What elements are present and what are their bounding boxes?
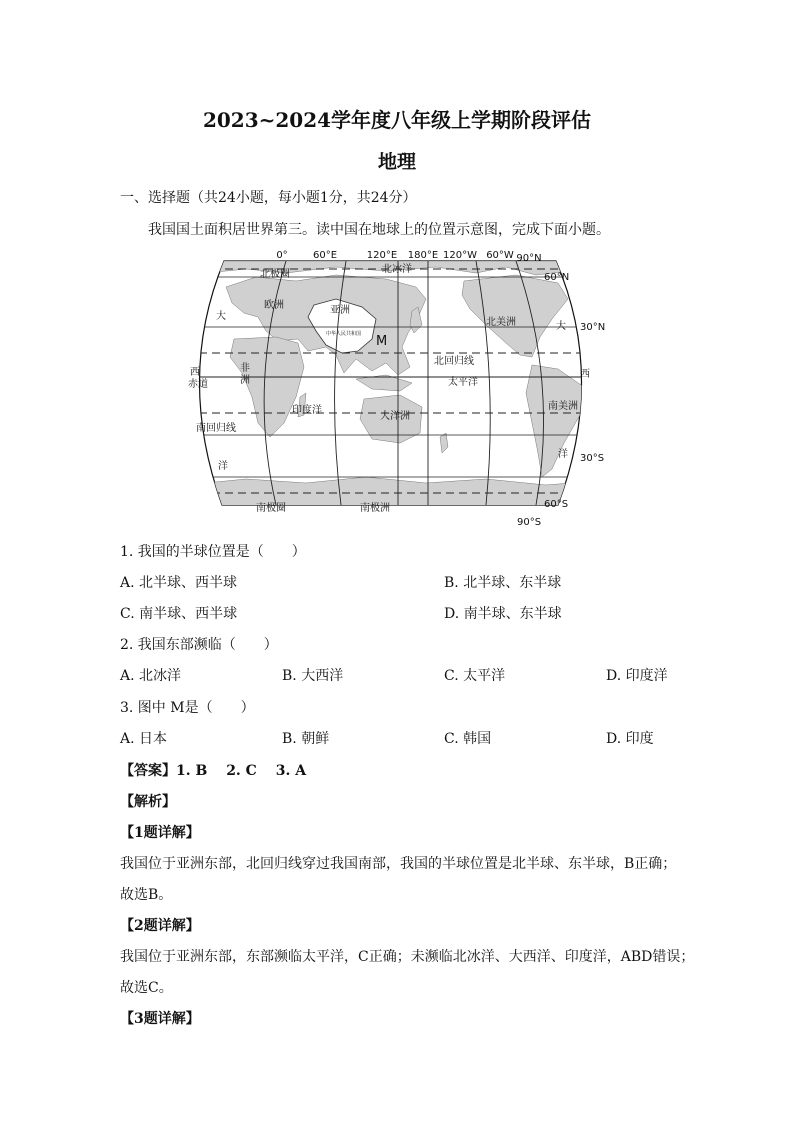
detail-1-line-1: 我国位于亚洲东部，北回归线穿过我国南部，我国的半球位置是北半球、东半球，B正确； [120,856,677,872]
detail-1-line-2: 故选B。 [120,887,173,903]
detail-2-line-1: 我国位于亚洲东部，东部濒临太平洋，C正确；未濒临北冰洋、大西洋、印度洋，ABD错误； [120,949,695,965]
label-arctic-ocean: 北冰洋 [382,264,412,275]
question-2-option-c[interactable]: C. 太平洋 [444,668,506,684]
lat-label-60n: 60°N [544,272,570,283]
section-heading: 一、选择题（共24小题，每小题1分，共24分） [120,190,417,206]
lat-label-90n: 90°N [516,253,542,264]
question-3-option-c[interactable]: C. 韩国 [444,731,492,747]
lat-label-90s: 90°S [517,517,542,528]
label-west-left: 西 [190,367,200,378]
question-intro: 我国国土面积居世界第三。读中国在地球上的位置示意图，完成下面小题。 [148,222,610,238]
label-equator: 赤道 [188,379,208,390]
lon-label-0: 0° [276,250,288,261]
question-1-option-a[interactable]: A. 北半球、西半球 [120,575,238,591]
detail-3-heading: 【3题详解】 [120,1011,200,1027]
question-3-option-a[interactable]: A. 日本 [120,731,168,747]
lon-label-120w: 120°W [443,250,477,261]
lat-label-30n: 30°N [580,322,606,333]
question-1-option-b[interactable]: B. 北半球、东半球 [444,575,562,591]
question-3-option-d[interactable]: D. 印度 [606,731,654,747]
label-africa-2: 洲 [240,375,250,386]
detail-1-heading: 【1题详解】 [120,825,200,841]
label-tropic-capricorn: 南回归线 [196,423,236,434]
label-china: 中华人民共和国 [326,331,362,337]
label-antarctica: 南极洲 [360,503,390,514]
label-tropic-cancer: 北回归线 [434,356,474,367]
question-2-stem: 2. 我国东部濒临（ ） [120,637,278,653]
lon-label-120e: 120°E [366,250,398,261]
answer-line: 【答案】1. B 2. C 3. A [120,763,307,779]
label-ocean-left: 洋 [218,461,228,472]
subject-title: 地理 [377,151,416,173]
question-3-stem: 3. 图中 M是（ ） [120,700,255,716]
lat-label-60s: 60°S [544,499,569,510]
label-ocean-right: 洋 [558,449,568,460]
label-pacific: 太平洋 [448,377,478,388]
detail-2-line-2: 故选C。 [120,980,173,996]
lon-label-60w: 60°W [486,250,514,261]
question-2-option-a[interactable]: A. 北冰洋 [120,668,182,684]
label-africa-1: 非 [240,363,250,374]
question-3-option-b[interactable]: B. 朝鲜 [282,731,330,747]
question-2-option-b[interactable]: B. 大西洋 [282,668,344,684]
question-1-option-d[interactable]: D. 南半球、东半球 [444,606,562,622]
lat-label-30s: 30°S [580,453,605,464]
question-2-option-d[interactable]: D. 印度洋 [606,668,668,684]
label-indian-ocean: 印度洋 [292,405,322,416]
label-europe: 欧洲 [264,300,284,311]
page-title: 2023~2024学年度八年级上学期阶段评估 [202,108,592,132]
label-atlantic-left: 大 [216,311,226,322]
label-north-america: 北美洲 [486,317,516,328]
label-south-america: 南美洲 [548,401,578,412]
detail-2-heading: 【2题详解】 [120,918,200,934]
question-1-option-c[interactable]: C. 南半球、西半球 [120,606,238,622]
label-m: M [376,334,388,349]
label-west-right: 西 [580,369,590,380]
label-arctic-circle: 北极圈 [260,269,290,280]
label-asia: 亚洲 [330,305,350,316]
lon-label-60e: 60°E [312,250,338,261]
label-atlantic-right: 大 [556,321,566,332]
analysis-heading: 【解析】 [120,794,176,810]
question-1-stem: 1. 我国的半球位置是（ ） [120,544,306,560]
world-map [186,247,606,528]
label-oceania: 大洋洲 [380,411,410,422]
lon-label-180: 180°E [407,250,439,261]
map-land-antarctica [186,477,596,521]
label-antarctic-circle: 南极圈 [256,503,286,514]
